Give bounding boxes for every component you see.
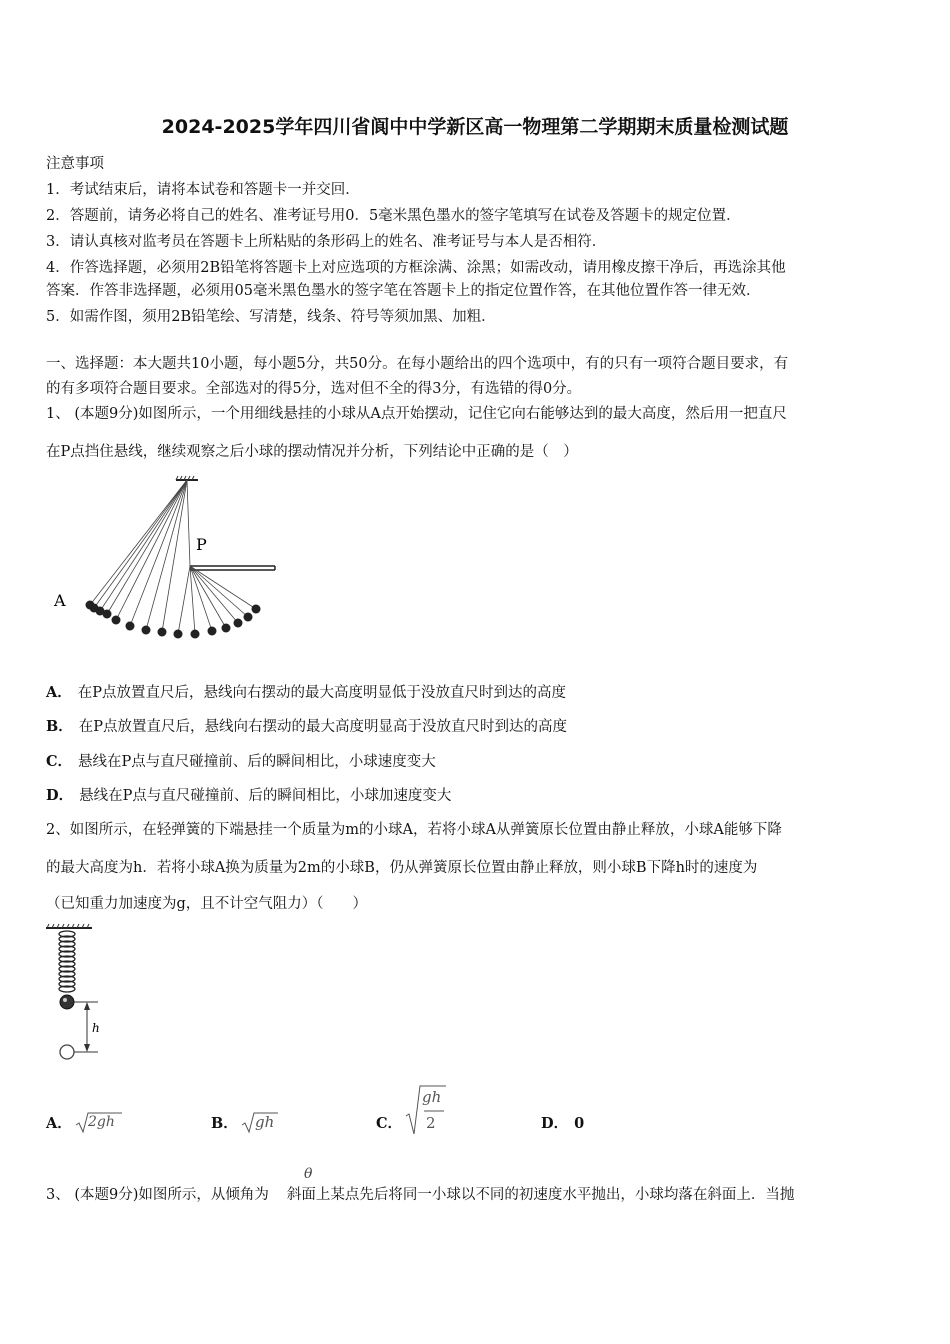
q1-option-d[interactable] bbox=[46, 784, 451, 805]
pendulum-string bbox=[107, 480, 187, 614]
option-label: B． bbox=[211, 1115, 238, 1132]
pendulum-string bbox=[94, 480, 187, 608]
pendulum-ball bbox=[174, 630, 183, 639]
option-text: 在P点放置直尺后，悬线向右摆动的最大高度明显高于没放直尺时到达的高度 bbox=[78, 719, 568, 735]
option-label: D． bbox=[46, 787, 74, 804]
pendulum-ball bbox=[234, 619, 243, 628]
q2-option-a-math: 2gh bbox=[88, 1114, 115, 1130]
option-text: 悬线在P点与直尺碰撞前、后的瞬间相比，小球速度变大 bbox=[78, 754, 436, 770]
option-text: 在P点放置直尺后，悬线向右摆动的最大高度明显低于没放直尺时到达的高度 bbox=[77, 685, 567, 701]
label-h: h bbox=[92, 1021, 100, 1035]
pendulum-ball bbox=[244, 613, 253, 622]
q2-option-d[interactable] bbox=[541, 1112, 584, 1133]
notice-item: 1．考试结束后，请将本试卷和答题卡一并交回． bbox=[46, 182, 360, 198]
q1-option-a[interactable] bbox=[46, 681, 566, 702]
q2-stem-cont: 的最大高度为h．若将小球A换为质量为2m的小球B，仍从弹簧原长位置由静止释放，则小球B下降h时的速度为 bbox=[46, 860, 758, 876]
q2-option-a[interactable] bbox=[46, 1112, 78, 1133]
q3-stem-suffix: 斜面上某点先后将同一小球以不同的初速度水平抛出，小球均落在斜面上．当抛 bbox=[286, 1187, 795, 1203]
pendulum-string bbox=[187, 480, 190, 566]
option-label: C． bbox=[46, 753, 73, 770]
q1-option-b[interactable] bbox=[46, 715, 567, 736]
option-text: 0 bbox=[574, 1115, 585, 1132]
pendulum-string bbox=[162, 480, 187, 632]
pendulum-string bbox=[190, 566, 256, 609]
option-label: D． bbox=[541, 1115, 569, 1132]
q2-option-b[interactable] bbox=[211, 1112, 244, 1133]
pendulum-string bbox=[190, 566, 238, 623]
q2-option-c-numerator: gh bbox=[422, 1088, 442, 1106]
pendulum-ball bbox=[112, 616, 121, 625]
section1-instructions-cont: 的有多项符合题目要求。全部选对的得5分，选对但不全的得3分，有选错的得0分。 bbox=[46, 381, 582, 397]
pendulum-string bbox=[146, 480, 187, 630]
notice-item: 5．如需作图，须用2B铅笔绘、写清楚，线条、符号等须加黑、加粗． bbox=[46, 309, 496, 325]
pendulum-string bbox=[90, 480, 187, 605]
q2-stem-cont2: （已知重力加速度为g，且不计空气阻力）（ ） bbox=[46, 896, 368, 912]
pendulum-ball bbox=[158, 628, 167, 637]
notice-item: 4．作答选择题，必须用2B铅笔将答题卡上对应选项的方框涂满、涂黑；如需改动，请用橡皮擦干净后，再选涂其他 bbox=[46, 260, 786, 276]
pendulum-ball bbox=[252, 605, 261, 614]
pendulum-ball bbox=[126, 622, 135, 631]
q2-option-c-denominator: 2 bbox=[426, 1114, 436, 1132]
q2-stem: 2、如图所示，在轻弹簧的下端悬挂一个质量为m的小球A，若将小球A从弹簧原长位置由静止释放，小球A能够下降 bbox=[46, 822, 782, 838]
option-label: A． bbox=[46, 1115, 72, 1132]
q3-stem bbox=[46, 1183, 794, 1204]
pendulum-string bbox=[190, 566, 195, 634]
option-label: C． bbox=[376, 1115, 403, 1132]
pendulum-ball bbox=[208, 627, 217, 636]
option-label: A． bbox=[46, 684, 72, 701]
q2-spring-figure bbox=[40, 922, 120, 1062]
pendulum-ball bbox=[103, 610, 112, 619]
notice-heading: 注意事项 bbox=[46, 156, 104, 172]
option-text: 悬线在P点与直尺碰撞前、后的瞬间相比，小球加速度变大 bbox=[79, 788, 452, 804]
q3-theta: θ bbox=[304, 1166, 313, 1182]
section1-instructions: 一、选择题：本大题共10小题，每小题5分，共50分。在每小题给出的四个选项中，有的只有一项符合题目要求，有 bbox=[46, 356, 789, 372]
q3-stem-prefix: 3、 (本题9分)如图所示，从倾角为 bbox=[46, 1187, 269, 1203]
pendulum-string bbox=[116, 480, 187, 620]
pendulum-string bbox=[178, 566, 190, 634]
q1-pendulum-figure bbox=[50, 474, 290, 654]
pendulum-ball bbox=[222, 624, 231, 633]
q1-stem: 1、 (本题9分)如图所示，一个用细线悬挂的小球从A点开始摆动，记住它向右能够达到的最大高度，然后用一把直尺 bbox=[46, 406, 787, 422]
label-p: P bbox=[196, 535, 207, 554]
label-a: A bbox=[54, 591, 66, 610]
notice-item: 3．请认真核对监考员在答题卡上所粘贴的条形码上的姓名、准考证号与本人是否相符． bbox=[46, 234, 607, 250]
q2-option-b-math: gh bbox=[255, 1113, 275, 1131]
notice-item: 2．答题前，请务必将自己的姓名、准考证号用0．5毫米黑色墨水的签字笔填写在试卷及答题卡的规定位置． bbox=[46, 208, 741, 224]
pendulum-ball bbox=[142, 626, 151, 635]
page-title: 2024-2025学年四川省阆中中学新区高一物理第二学期期末质量检测试题 bbox=[161, 116, 789, 138]
q1-option-c[interactable] bbox=[46, 750, 436, 771]
option-label: B． bbox=[46, 718, 73, 735]
pendulum-ball bbox=[191, 630, 200, 639]
notice-item: 答案．作答非选择题，必须用05毫米黑色墨水的签字笔在答题卡上的指定位置作答，在其他位置作答一律无效． bbox=[46, 283, 761, 299]
q1-stem-cont: 在P点挡住悬线，继续观察之后小球的摆动情况并分析，下列结论中正确的是（ ） bbox=[46, 444, 578, 460]
